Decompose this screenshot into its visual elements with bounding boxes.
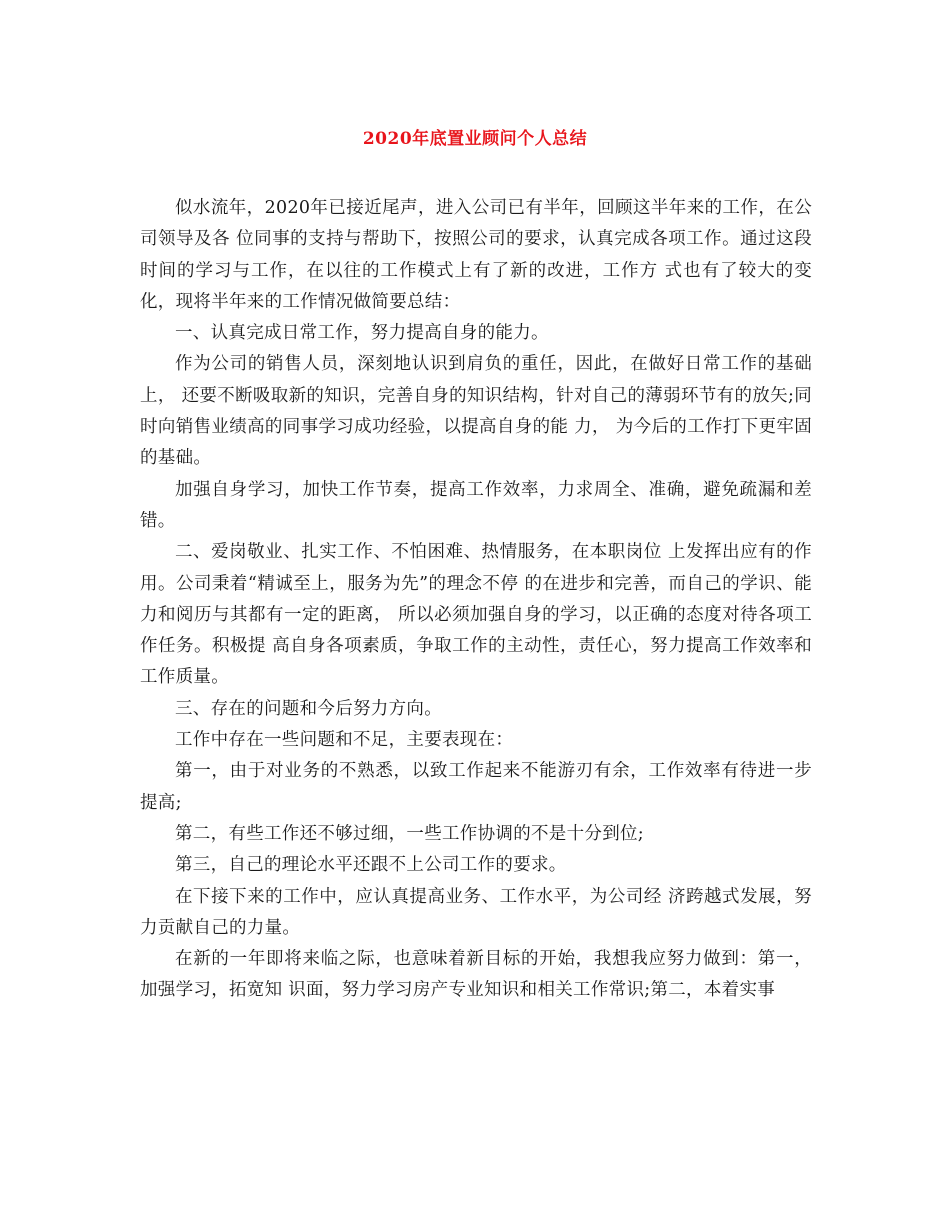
- section-heading-1: 一、认真完成日常工作，努力提高自身的能力。: [175, 323, 549, 344]
- list-item: 第二，有些工作还不够过细，一些工作协调的不是十分到位;: [175, 823, 644, 844]
- document-title: 2020年底置业顾问个人总结: [362, 129, 588, 149]
- list-item: 第一，由于对业务的不熟悉，以致工作起来不能游刃有余，工作效率有待进一步提高;: [140, 761, 812, 813]
- list-item: 第三，自己的理论水平还跟不上公司工作的要求。: [175, 855, 567, 876]
- paragraph-intro: 似水流年，2020年已接近尾声，进入公司已有半年，回顾这半年来的工作，在公司领导及各 位同事的支持与帮助下，按照公司的要求，认真完成各项工作。通过这段时间的学习与工作，在以往的工作模式上有了新的改进，工作方 式也有了较大的变化，现将半年来的工作情况做简要总结：: [140, 198, 812, 312]
- document-body: [140, 193, 812, 1007]
- paragraph: 作为公司的销售人员，深刻地认识到肩负的重任，因此，在做好日常工作的基础上， 还要不断吸取新的知识，完善自身的知识结构，针对自己的薄弱环节有的放矢;同时向销售业绩高的同事学习成功经验，以提高自身的能 力， 为今后的工作打下更牢固的基础。: [140, 354, 812, 469]
- section-heading-2: 二、爱岗敬业、扎实工作、不怕困难、热情服务，在本职岗位 上发挥出应有的作用。公司秉着“精诚至上，服务为先”的理念不停 的在进步和完善，而自己的学识、能力和阅历与其都有一定的距离， 所以必须加强自身的学习，以正确的态度对待各项工作任务。积极提 高自身各项素质，争取工作的主动性，责任心，努力提高工作效率和 工作质量。: [140, 542, 812, 688]
- paragraph: 在下接下来的工作中，应认真提高业务、工作水平，为公司经 济跨越式发展，努力贡献自己的力量。: [140, 886, 812, 938]
- paragraph: 工作中存在一些问题和不足，主要表现在：: [175, 730, 514, 751]
- section-heading-3: 三、存在的问题和今后努力方向。: [175, 698, 442, 719]
- paragraph: 在新的一年即将来临之际，也意味着新目标的开始，我想我应努力做到：第一，加强学习，拓宽知 识面，努力学习房产专业知识和相关工作常识;第二，本着实事: [140, 949, 812, 1001]
- paragraph: 加强自身学习，加快工作节奏，提高工作效率，力求周全、准确，避免疏漏和差错。: [140, 479, 812, 531]
